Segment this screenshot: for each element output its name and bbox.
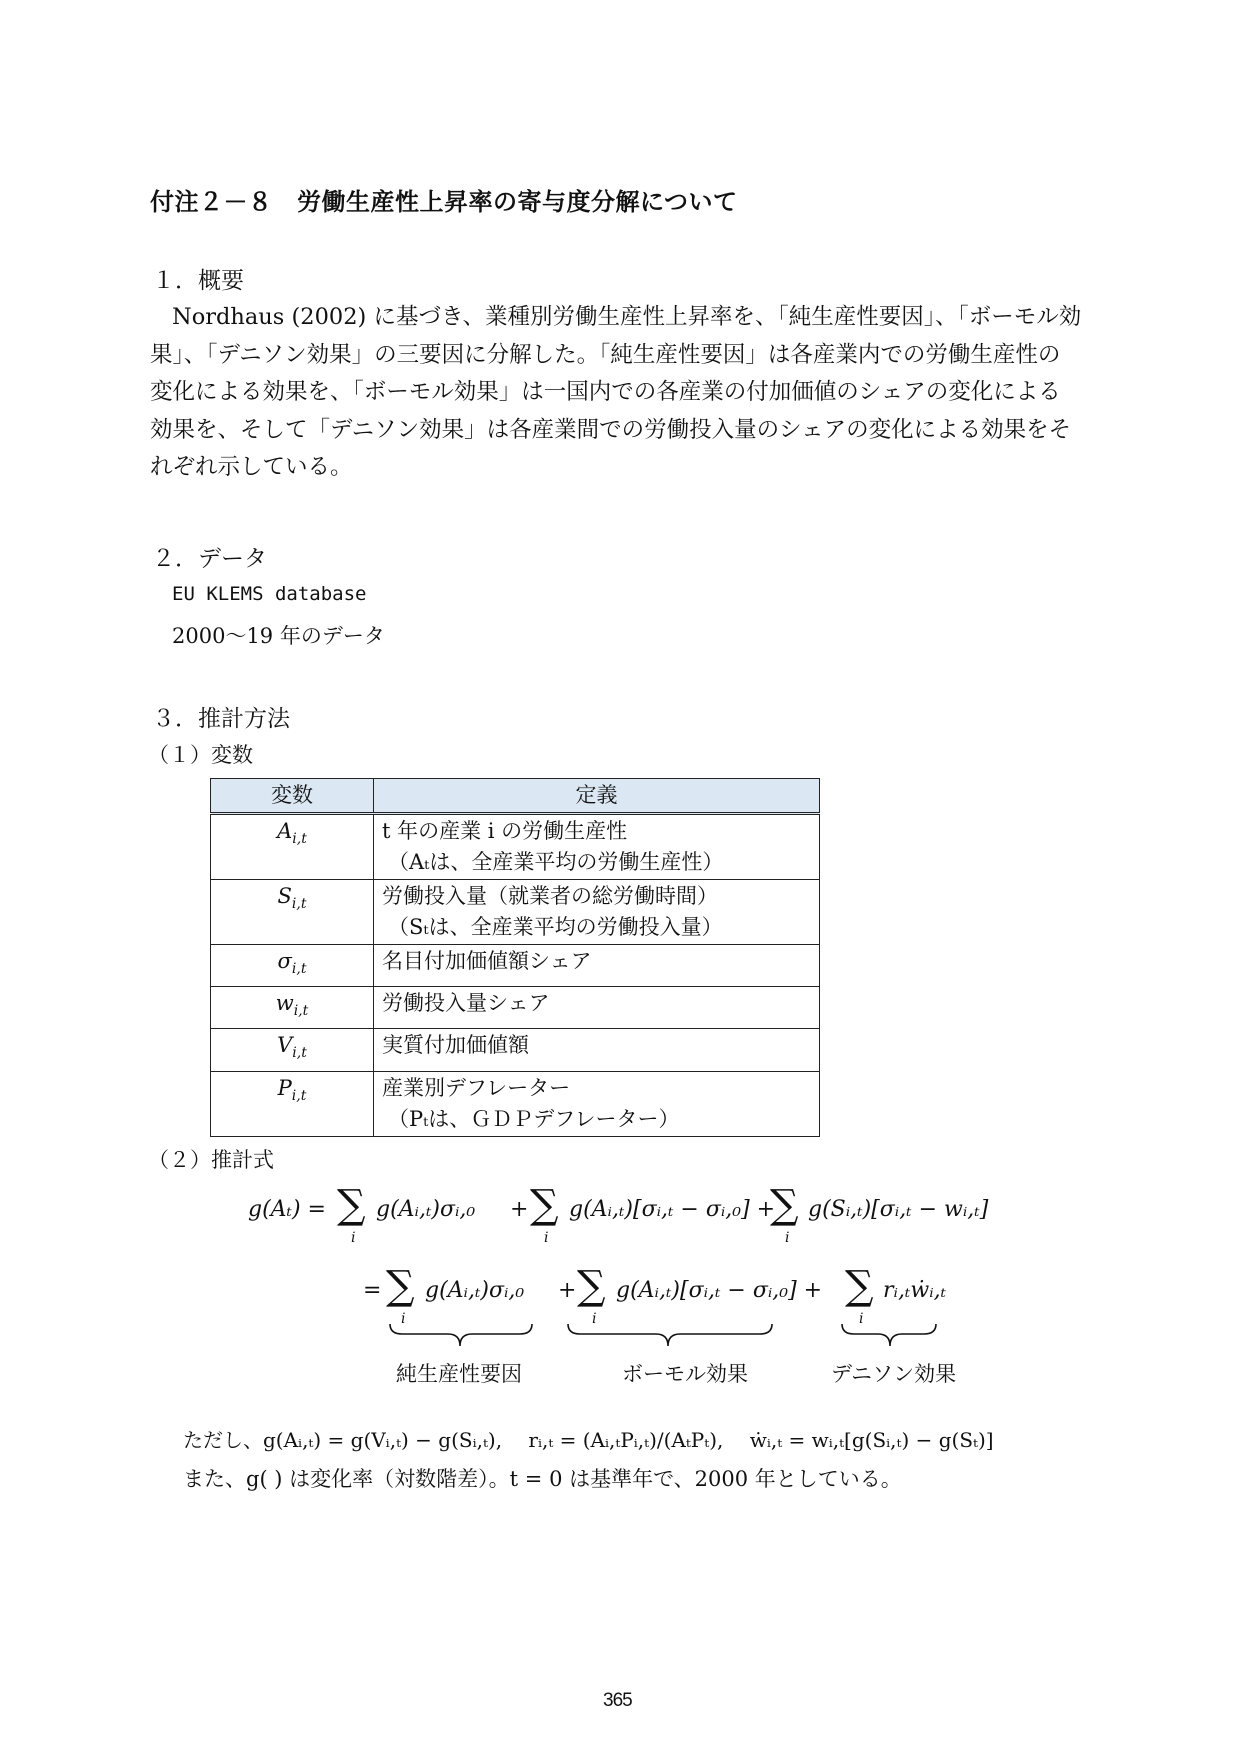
table-row	[211, 1029, 820, 1071]
variable-symbol: $A_{i,t}$	[211, 814, 374, 880]
table-row	[211, 880, 820, 945]
eq2-term2: g(Aᵢ,ₜ)[σᵢ,ₜ − σᵢ,₀] +	[616, 1278, 823, 1303]
brace-label-denison: デニソン効果	[831, 1362, 957, 1386]
paragraph-line: 果」、「デニソン効果」の三要因に分解した。「純生産性要因」は各産業内での労働生産性の	[150, 341, 1061, 368]
eq1-term2: g(Aᵢ,ₜ)[σᵢ,ₜ − σᵢ,₀] +	[569, 1197, 776, 1222]
table-row	[211, 987, 820, 1029]
variable-definition: 労働投入量シェア	[374, 987, 820, 1029]
variable-symbol: $V_{i,t}$	[211, 1029, 374, 1071]
sum-index: i	[785, 1230, 790, 1246]
variable-symbol: $S_{i,t}$	[211, 880, 374, 945]
table-header-variable: 変数	[211, 779, 374, 814]
eq1-plus: +	[510, 1197, 529, 1222]
variable-symbol: $w_{i,t}$	[211, 987, 374, 1029]
note-definitions: ただし、g(Aᵢ,ₜ) = g(Vᵢ,ₜ) − g(Sᵢ,ₜ), rᵢ,ₜ = (Aᵢ,ₜPᵢ,ₜ)/(AₜPₜ), ẇᵢ,ₜ = wᵢ,ₜ[g(Sᵢ,ₜ) − g(Sₜ)]	[183, 1428, 994, 1452]
sum-symbol: ∑	[337, 1182, 366, 1228]
sum-index: i	[859, 1311, 864, 1327]
variable-definition: 労働投入量（就業者の総労働時間） （Sₜは、全産業平均の労働投入量）	[374, 880, 820, 945]
eq2-lhs: =	[363, 1278, 382, 1303]
sum-index: i	[401, 1311, 406, 1327]
variable-definition: 産業別デフレーター （Pₜは、ＧＤＰデフレーター）	[374, 1071, 820, 1136]
eq1-term1: g(Aᵢ,ₜ)σᵢ,₀	[376, 1197, 476, 1222]
variables-table	[210, 778, 820, 1137]
variable-symbol: $\sigma_{i,t}$	[211, 945, 374, 987]
section1-paragraph	[150, 299, 1100, 487]
sum-symbol: ∑	[770, 1182, 799, 1228]
eq1-lhs: g(Aₜ) =	[248, 1197, 326, 1222]
data-source: EU KLEMS database	[172, 583, 367, 605]
eq2-term3: rᵢ,ₜẇᵢ,ₜ	[883, 1278, 947, 1303]
variable-symbol: $P_{i,t}$	[211, 1071, 374, 1136]
section2-heading: ２．データ	[152, 546, 267, 572]
subsection-variables: （１）変数	[148, 743, 253, 767]
sum-symbol: ∑	[386, 1263, 415, 1309]
table-row	[211, 945, 820, 987]
subsection-formula: （２）推計式	[148, 1148, 274, 1172]
sum-symbol: ∑	[577, 1263, 606, 1309]
sum-index: i	[351, 1230, 356, 1246]
paragraph-line: Nordhaus (2002) に基づき、業種別労働生産性上昇率を、「純生産性要因」、「ボーモル効	[172, 304, 1082, 330]
note-growth-rate: また、g( ) は変化率（対数階差）。t = 0 は基準年で、2000 年としている。	[183, 1467, 902, 1491]
underbraces	[380, 1322, 980, 1356]
sum-symbol: ∑	[530, 1182, 559, 1228]
table-header-row	[211, 779, 820, 814]
brace-label-pure-productivity: 純生産性要因	[396, 1362, 522, 1386]
section1-heading: １．概要	[152, 268, 244, 294]
eq2-plus: +	[558, 1278, 577, 1303]
sum-index: i	[592, 1311, 597, 1327]
section3-heading: ３．推計方法	[152, 706, 290, 732]
table-row	[211, 814, 820, 880]
page-title: 付注２－８ 労働生産性上昇率の寄与度分解について	[150, 188, 738, 216]
table-row	[211, 1071, 820, 1136]
page-number: 365	[603, 1690, 632, 1711]
brace-label-baumol: ボーモル効果	[622, 1362, 748, 1386]
variable-definition: 名目付加価値額シェア	[374, 945, 820, 987]
paragraph-line: れぞれ示している。	[150, 454, 353, 480]
eq2-term1: g(Aᵢ,ₜ)σᵢ,₀	[425, 1278, 525, 1303]
eq1-term3: g(Sᵢ,ₜ)[σᵢ,ₜ − wᵢ,ₜ]	[808, 1197, 989, 1222]
variable-definition: t 年の産業 i の労働生産性 （Aₜは、全産業平均の労働生産性）	[374, 814, 820, 880]
sum-symbol: ∑	[845, 1263, 874, 1309]
sum-index: i	[544, 1230, 549, 1246]
data-period: 2000～19 年のデータ	[172, 624, 385, 648]
variable-definition: 実質付加価値額	[374, 1029, 820, 1071]
table-header-definition: 定義	[374, 779, 820, 814]
paragraph-line: 効果を、そして「デニソン効果」は各産業間での労働投入量のシェアの変化による効果をそ	[150, 416, 1072, 443]
paragraph-line: 変化による効果を、「ボーモル効果」は一国内での各産業の付加価値のシェアの変化による	[150, 379, 1061, 405]
